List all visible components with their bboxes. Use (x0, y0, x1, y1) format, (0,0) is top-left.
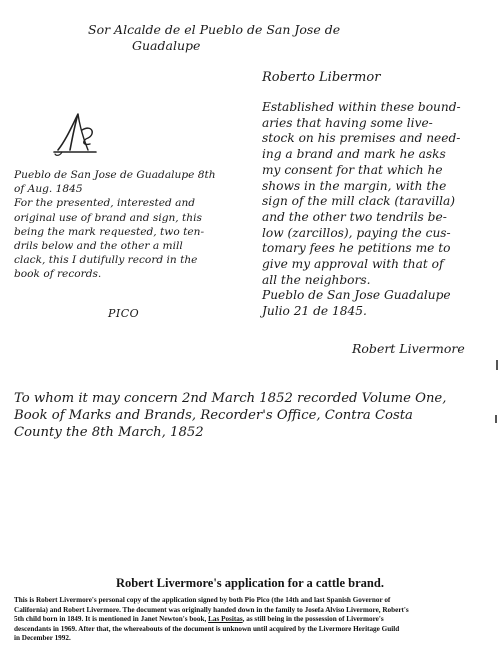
caption-line: This is Robert Livermore's personal copy of the application signed by both Pio Pico (the 14th and last Spanish Governor of (14, 596, 391, 604)
left-line: For the presented, interested and (14, 197, 196, 210)
right-line: low (zarcillos), paying the cus- (262, 225, 451, 240)
recorded-line: Book of Marks and Brands, Recorder's Office, Contra Costa (14, 408, 413, 423)
document-header (88, 22, 388, 54)
right-line: Pueblo de San Jose Guadalupe (262, 288, 451, 303)
left-line: clack, this I dutifully record in the (14, 254, 198, 267)
right-line: shows in the margin, with the (262, 178, 447, 193)
recorded-line: County the 8th March, 1852 (14, 425, 204, 440)
recording-note (14, 390, 492, 441)
book-title-link: Las Positas (208, 615, 243, 624)
left-line: book of records. (14, 268, 102, 281)
left-line: drils below and the other a mill (14, 240, 183, 253)
petition-text (262, 100, 494, 320)
left-line: original use of brand and sign, this (14, 211, 202, 224)
right-line: Established within these bound- (262, 100, 461, 114)
livermore-signature: Robert Livermore (352, 341, 465, 356)
caption-text: , as still being in the possession of Livermore's (242, 615, 384, 624)
caption-body (14, 596, 490, 644)
caption-line: California) and Robert Livermore. The document was originally handed down in the family to Josefa Alviso Livermore, Robert's (14, 605, 409, 614)
right-line: stock on his premises and need- (262, 131, 461, 146)
brand-mark-icon (52, 110, 98, 158)
caption-line (14, 615, 490, 625)
left-line: Pueblo de San Jose de Guadalupe 8th (14, 169, 216, 181)
left-line: of Aug. 1845 (14, 183, 83, 196)
caption-line: in December 1992. (14, 634, 71, 643)
pico-signature: PICO (108, 307, 140, 320)
header-line-1: Sor Alcalde de el Pueblo de San Jose de (88, 22, 341, 37)
spanish-record-translation (14, 168, 246, 282)
caption-line: descendants in 1969. After that, the whereabouts of the document is unknown until acquired by the Livermore Heritage Guild (14, 624, 400, 633)
right-line: all the neighbors. (262, 272, 371, 287)
scan-edge-mark (496, 360, 498, 370)
petitioner-name: Roberto Libermor (262, 70, 381, 85)
right-line: tomary fees he petitions me to (262, 241, 451, 256)
right-line: give my approval with that of (262, 257, 444, 272)
right-line: my consent for that which he (262, 162, 443, 177)
recorded-line: To whom it may concern 2nd March 1852 recorded Volume One, (14, 391, 447, 406)
header-line-2: Guadalupe (132, 38, 201, 53)
caption-title: Robert Livermore's application for a cattle brand. (116, 576, 384, 590)
caption-text: 5th child born in 1849. It is mentioned in Janet Newton's book, (14, 615, 209, 624)
right-line: sign of the mill clack (taravilla) (262, 194, 456, 209)
scan-edge-mark (495, 415, 497, 423)
left-line: being the mark requested, two ten- (14, 225, 205, 238)
right-line: ing a brand and mark he asks (262, 147, 446, 162)
right-line: aries that having some live- (262, 115, 433, 130)
right-line: Julio 21 de 1845. (262, 304, 367, 319)
right-line: and the other two tendrils be- (262, 209, 447, 224)
